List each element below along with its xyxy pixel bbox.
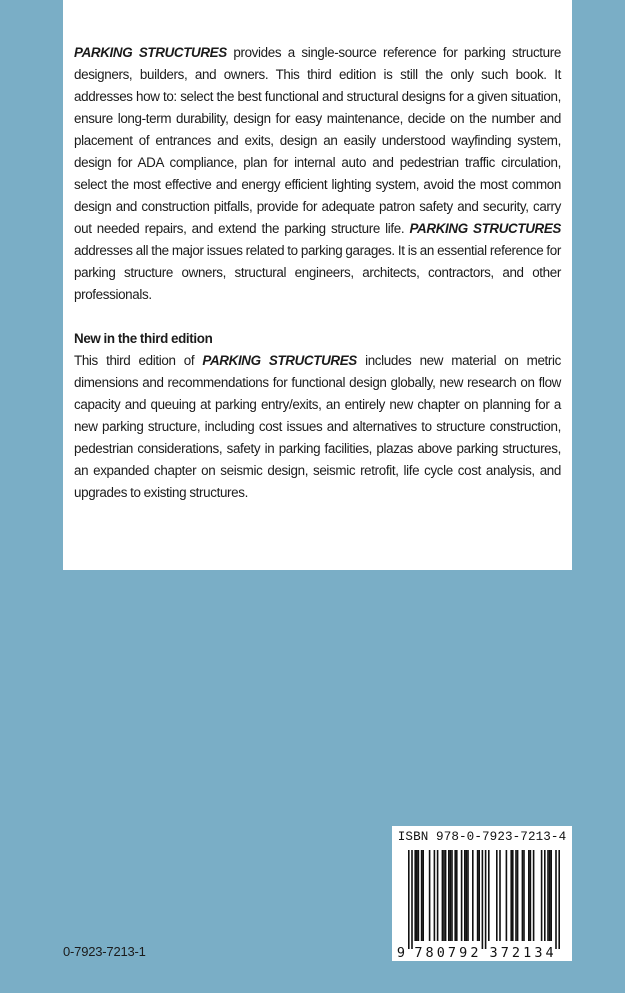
barcode-bar <box>488 850 490 941</box>
barcode-digit: 1 <box>523 945 532 961</box>
barcode-digit: 2 <box>470 945 479 961</box>
description-text: addresses all the major issues related to parking garages. It is an essential reference for parking structure owners, structural engineers, architects, contractors, and other professionals. <box>74 243 561 302</box>
barcode-bar <box>533 850 535 941</box>
barcode-digit: 8 <box>425 945 434 961</box>
barcode-bar <box>408 850 410 949</box>
barcode-bar <box>506 850 508 941</box>
barcode-bar <box>499 850 501 941</box>
barcode-bar <box>496 850 498 941</box>
barcode-digit: 7 <box>500 945 509 961</box>
barcode-digit: 0 <box>436 945 445 961</box>
barcode-bar <box>437 850 439 941</box>
bottom-isbn-code: 0-7923-7213-1 <box>63 944 146 959</box>
new-edition-paragraph <box>74 350 561 504</box>
barcode-bar <box>517 850 519 941</box>
barcode-bar <box>421 850 423 941</box>
barcode-bar <box>442 850 444 941</box>
barcode-bar <box>422 850 424 941</box>
description-panel <box>63 0 572 570</box>
barcode-bar <box>558 850 560 949</box>
barcode-bar <box>466 850 468 941</box>
barcode-bar <box>445 850 447 941</box>
barcode-digit: 4 <box>545 945 554 961</box>
book-title: PARKING STRUCTURES <box>409 221 561 236</box>
barcode-bar <box>448 850 450 941</box>
barcode-bar <box>482 850 484 949</box>
barcode-bar <box>522 850 524 941</box>
barcode-bar <box>414 850 416 941</box>
barcode-digit: 2 <box>511 945 521 961</box>
barcode-bar <box>478 850 480 941</box>
barcode-bar <box>467 850 469 941</box>
barcode-graphic <box>392 826 572 961</box>
barcode-bar <box>512 850 514 941</box>
barcode-bar <box>510 850 512 941</box>
barcode-bar <box>429 850 431 941</box>
barcode-digit: 3 <box>489 945 498 961</box>
barcode-bar <box>456 850 458 941</box>
barcode-bar <box>472 850 474 941</box>
barcode-bar <box>528 850 530 941</box>
barcode-bar <box>530 850 532 941</box>
isbn-barcode-block <box>392 826 572 961</box>
barcode-bar <box>549 850 551 941</box>
barcode-bar <box>515 850 517 941</box>
barcode-bar <box>464 850 466 941</box>
book-title: PARKING STRUCTURES <box>74 45 227 60</box>
description-paragraph <box>74 42 561 306</box>
barcode-bar <box>550 850 552 941</box>
barcode-bar <box>450 850 452 941</box>
barcode-digit: 7 <box>447 945 457 961</box>
barcode-digit: 9 <box>459 945 468 961</box>
barcode-digit: 9 <box>396 945 406 961</box>
barcode-bar <box>523 850 525 941</box>
description-text: provides a single-source reference for parking structure designers, builders, and owners. This third edition is still the only such book. It addresses how to: select the best functional and structural designs for a given situation, ensure long-term durability, design for easy maintenance, decide on the number and placement of entrances and exits, design an easily understood wayfinding system, design for ADA compliance, plan for internal auto and pedestrian traffic circulation, select the most effective and energy efficient lighting system, avoid the most common design and construction pitfalls, provide for adequate patron safety and security, carry out needed repairs, and extend the parking structure life. <box>74 45 561 236</box>
isbn-label: ISBN 978-0-7923-7213-4 <box>397 830 567 844</box>
barcode-bar <box>461 850 463 941</box>
barcode-digit: 7 <box>414 945 423 961</box>
new-edition-text: This third edition of <box>74 353 203 368</box>
barcode-bar <box>443 850 445 941</box>
barcode-digit: 3 <box>534 945 543 961</box>
barcode-bar <box>477 850 479 941</box>
new-edition-text: includes new material on metric dimensions and recommendations for functional design globally, new research on flow capacity and queuing at parking entry/exits, an entirely new chapter on planning for a new parking structure, including cost issues and alternatives to structure construction, pedestrian considerations, safety in parking facilities, plazas above parking structures, an expanded chapter on seismic design, seismic retrofit, life cycle cost analysis, and upgrades to existing structures. <box>74 353 561 500</box>
barcode-bar <box>485 850 487 949</box>
barcode-bar <box>454 850 456 941</box>
book-title: PARKING STRUCTURES <box>202 353 357 368</box>
barcode-bar <box>451 850 453 941</box>
barcode-bar <box>555 850 557 949</box>
barcode-bar <box>541 850 543 941</box>
barcode-bar <box>434 850 436 941</box>
barcode-bar <box>547 850 549 941</box>
barcode-bar <box>411 850 413 949</box>
barcode-bar <box>418 850 420 941</box>
barcode-bar <box>544 850 546 941</box>
barcode-bar <box>416 850 418 941</box>
section-heading: New in the third edition <box>74 331 213 346</box>
